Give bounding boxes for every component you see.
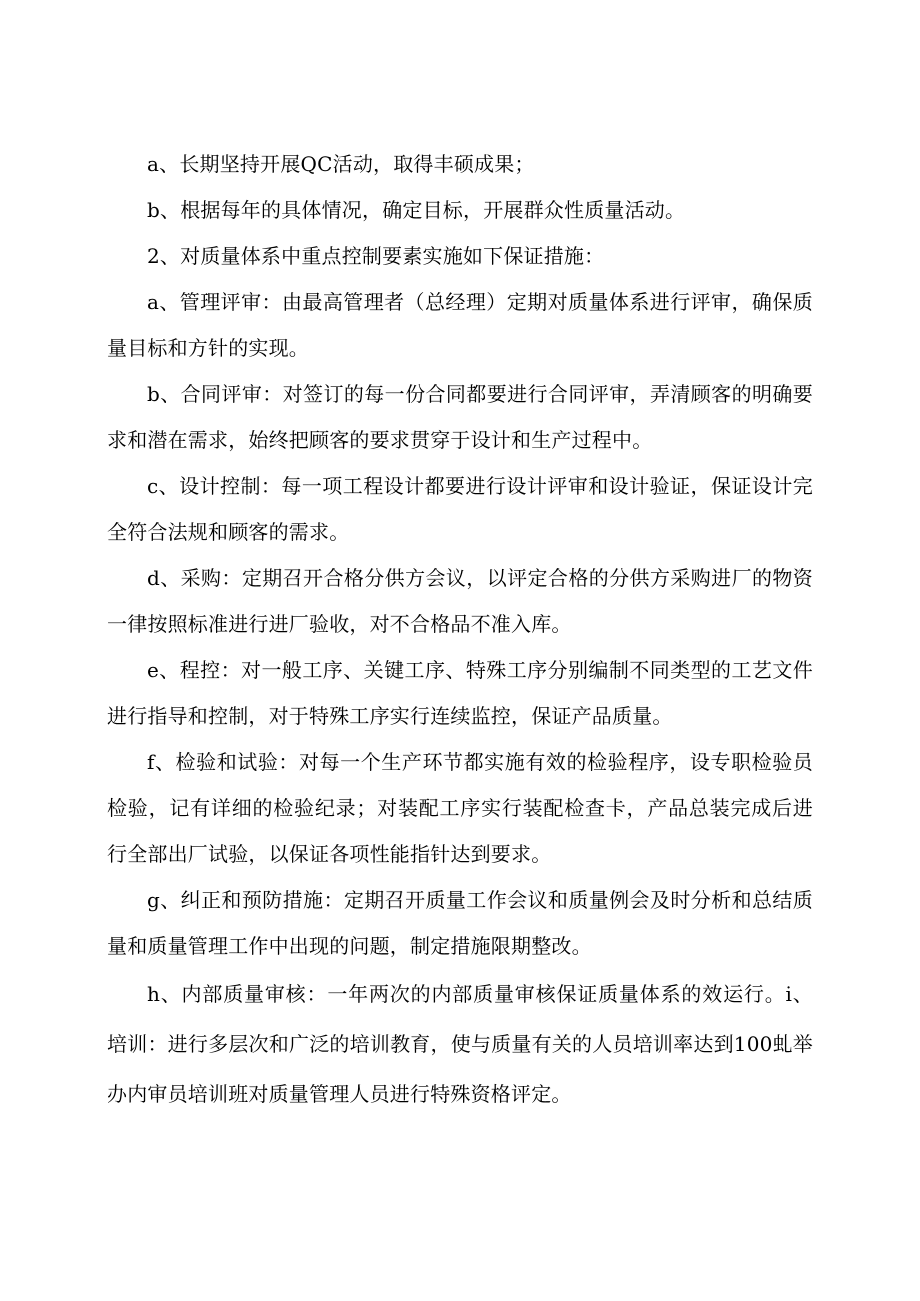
paragraph-inspection-testing: f、检验和试验：对每一个生产环节都实施有效的检验程序，设专职检验员检验，记有详细的检验纪录；对装配工序实行装配检查卡，产品总装完成后进行全部出厂试验，以保证各项性能指针达到要求。	[107, 750, 813, 866]
paragraph-key-elements-heading: 2、对质量体系中重点控制要素实施如下保证措施：	[147, 244, 605, 268]
paragraph-process-control: e、程控：对一般工序、关键工序、特殊工序分别编制不同类型的工艺文件进行指导和控制，对于特殊工序实行连续监控，保证产品质量。	[107, 658, 813, 728]
paragraph-internal-audit-training: h、内部质量审核：一年两次的内部质量审核保证质量体系的效运行。i、培训：进行多层次和广泛的培训教育，使与质量有关的人员培训率达到100虬举办内审员培训班对质量管理人员进行特殊资格评定。	[107, 982, 813, 1106]
paragraph-qc-activity: a、长期坚持开展QC活动，取得丰硕成果；	[147, 152, 535, 176]
paragraph-management-review: a、管理评审：由最高管理者（总经理）定期对质量体系进行评审，确保质量目标和方针的实现。	[107, 290, 813, 360]
paragraph-design-control: c、设计控制：每一项工程设计都要进行设计评审和设计验证，保证设计完全符合法规和顾客的需求。	[107, 474, 813, 544]
document-body	[107, 141, 813, 1119]
paragraph-corrective-preventive: g、纠正和预防措施：定期召开质量工作会议和质量例会及时分析和总结质量和质量管理工作中出现的问题，制定措施限期整改。	[107, 888, 813, 958]
paragraph-contract-review: b、合同评审：对签订的每一份合同都要进行合同评审，弄清顾客的明确要求和潜在需求，始终把顾客的要求贯穿于设计和生产过程中。	[107, 382, 813, 452]
paragraph-annual-goals: b、根据每年的具体情况，确定目标，开展群众性质量活动。	[147, 198, 686, 222]
paragraph-purchasing: d、采购：定期召开合格分供方会议，以评定合格的分供方采购进厂的物资一律按照标准进行进厂验收，对不合格品不准入库。	[107, 566, 813, 636]
